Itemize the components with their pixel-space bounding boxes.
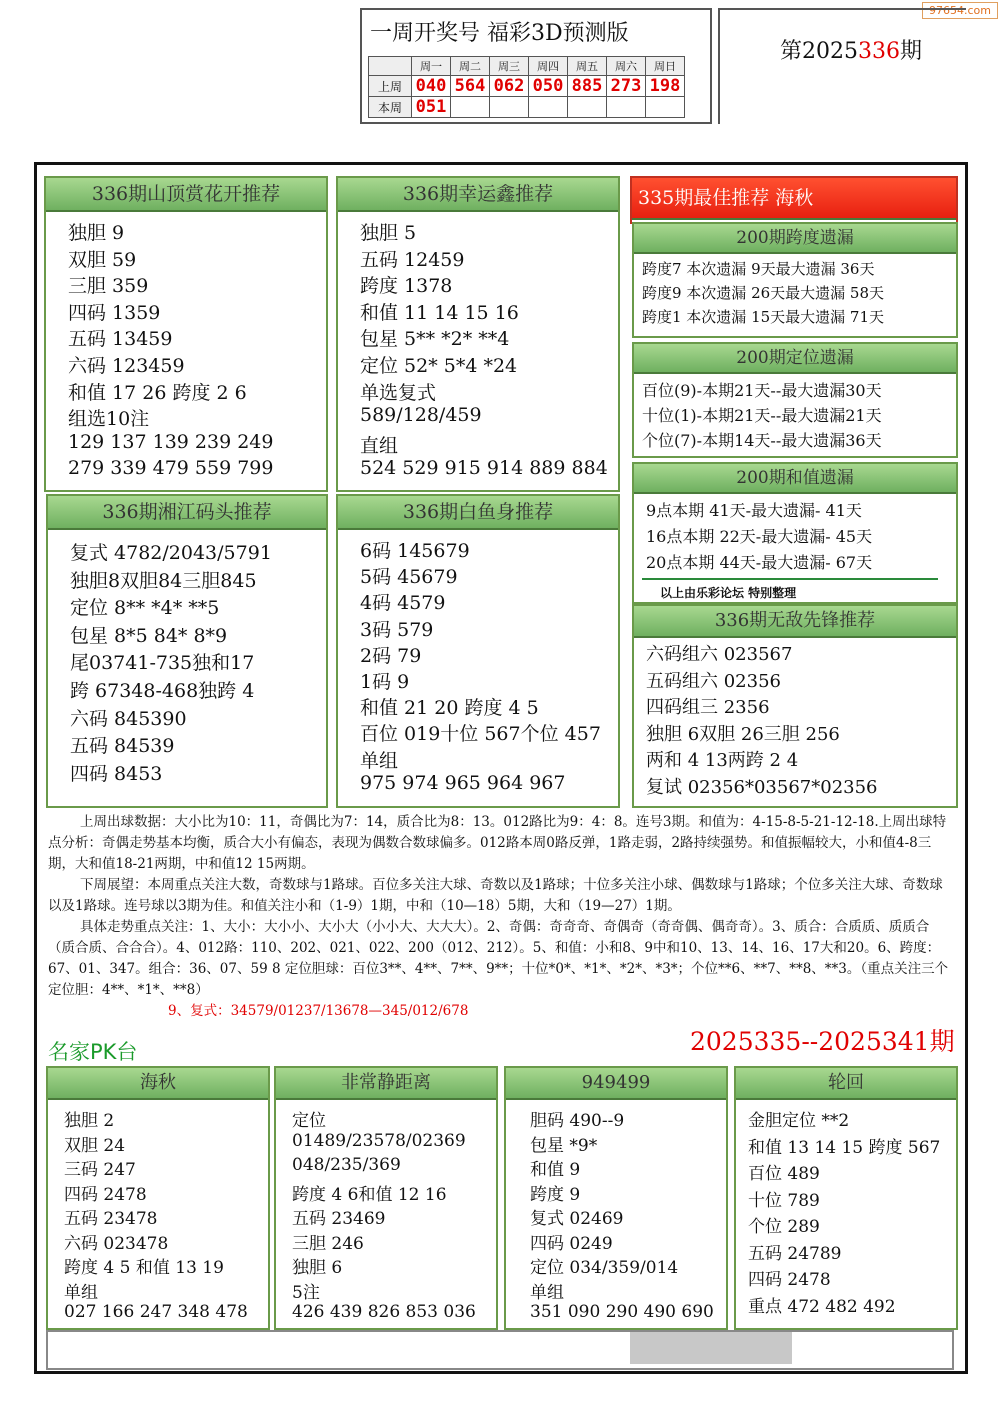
- draw-number: 885: [568, 76, 607, 97]
- pick-line: 9点本期 41天-最大遗漏- 41天: [646, 501, 862, 520]
- pick-line: 直组: [360, 434, 399, 457]
- panel-body: [70, 538, 320, 786]
- pick-line: 和值 17 26 跨度 2 6: [68, 381, 247, 404]
- pk-col-body: [748, 1106, 950, 1318]
- pk-col-949499: [504, 1066, 728, 1330]
- pk-col-feichang: [274, 1066, 498, 1330]
- pick-line: 五码 12459: [360, 248, 465, 271]
- day-label: 周三: [490, 57, 529, 76]
- pick-line: 包星 8*5 84* 8*9: [70, 624, 228, 647]
- credit-note: 以上由乐彩论坛 特别整理: [660, 586, 797, 600]
- pick-line: 十位(1)-本期21天--最大遗漏21天: [642, 406, 882, 425]
- pk-col-body: [530, 1106, 720, 1327]
- pick-line: 独胆8双胆84三胆845: [70, 569, 257, 592]
- analysis-p2: 下周展望：本周重点关注大数，奇数球与1路球。百位多关注大球、奇数以及1路球；十位多关注小球、偶数球与1路球；个位多关注大球、奇数球以及1路球。连号球以3期为佳。和值关注小和（1-9）1期，中和（10—18）5期，大和（19—27）1期。: [48, 877, 943, 914]
- pick-line: 六码 023478: [64, 1233, 169, 1254]
- pick-line: 五码 23469: [292, 1209, 386, 1229]
- pick-line: 五码 24789: [748, 1243, 842, 1264]
- pick-line: 复式 02469: [530, 1209, 624, 1229]
- day-label: 周六: [607, 57, 646, 76]
- pick-line: 4码 4579: [360, 592, 446, 615]
- pick-line: 五码 84539: [70, 735, 175, 758]
- draw-number: [451, 97, 490, 118]
- pick-line: 六码 845390: [70, 707, 187, 730]
- panel-title: 335期最佳推荐 海秋: [632, 178, 956, 220]
- panel-title: 200期定位遗漏: [634, 344, 956, 374]
- pk-col-title: 海秋: [48, 1068, 268, 1100]
- divider: [642, 578, 938, 580]
- pick-line: 单组: [530, 1282, 564, 1303]
- pick-line: 重点 472 482 492: [748, 1296, 896, 1317]
- pick-line: 包星 *9*: [530, 1135, 598, 1156]
- day-label: 周五: [568, 57, 607, 76]
- pick-line: 048/235/369: [292, 1155, 401, 1175]
- pick-line: 426 439 826 853 036: [292, 1302, 476, 1322]
- pick-line: 跨度 1378: [360, 275, 453, 298]
- pick-line: 和值 9: [530, 1160, 581, 1180]
- pk-col-body: [292, 1106, 490, 1327]
- pk-col-body: [64, 1106, 262, 1327]
- panel-best: [630, 176, 958, 224]
- pick-line: 和值 21 20 跨度 4 5: [360, 697, 539, 720]
- pick-line: 胆码 490--9: [530, 1111, 625, 1131]
- panel-title: 336期白鱼身推荐: [338, 496, 618, 530]
- pick-line: 包星 5** *2* **4: [360, 328, 510, 351]
- panel-shanding: [44, 176, 328, 492]
- panel-body: [642, 258, 950, 330]
- panel-xiangjiang: [46, 494, 328, 808]
- draw-number: 564: [451, 76, 490, 97]
- panel-xingyun: [336, 176, 620, 492]
- pick-line: 5注: [292, 1282, 320, 1303]
- pick-line: 独胆 2: [64, 1111, 115, 1131]
- pick-line: 五码 23478: [64, 1209, 158, 1229]
- pick-line: 独胆 6双胆 26三胆 256: [646, 723, 840, 745]
- last-week-label: 上周: [369, 76, 412, 97]
- panel-title: 336期湘江码头推荐: [48, 496, 326, 530]
- pick-line: 16点本期 22天-最大遗漏- 45天: [646, 527, 873, 546]
- pick-line: 1码 9: [360, 670, 410, 693]
- pick-line: 定位 034/359/014: [530, 1258, 679, 1278]
- this-week-label: 本周: [369, 97, 412, 118]
- panel-title: 200期和值遗漏: [634, 464, 956, 494]
- pick-line: 3码 579: [360, 618, 434, 641]
- pick-line: 和值 11 14 15 16: [360, 301, 519, 324]
- panel-dingwei: [632, 342, 958, 458]
- pick-line: 尾03741-735独和17: [70, 652, 255, 675]
- pick-line: 四码 2478: [748, 1270, 831, 1290]
- day-label: 周日: [646, 57, 685, 76]
- draw-number: 051: [412, 97, 451, 118]
- panel-title: 336期无敌先锋推荐: [634, 606, 956, 638]
- pick-line: 独胆 5: [360, 222, 417, 244]
- pick-line: 524 529 915 914 889 884: [360, 457, 608, 480]
- pick-line: 个位 289: [748, 1217, 820, 1237]
- pick-line: 百位(9)-本期21天--最大遗漏30天: [642, 381, 882, 400]
- period-range: 2025335--2025341期: [690, 1027, 955, 1056]
- analysis-text: [48, 812, 956, 1022]
- draw-number: 198: [646, 76, 685, 97]
- draw-number: [568, 97, 607, 118]
- pick-line: 跨度1 本次遗漏 15天最大遗漏 71天: [642, 308, 885, 326]
- panel-body: [68, 218, 320, 484]
- pick-line: 四码 2478: [64, 1184, 147, 1205]
- period-label: 第2025336期: [780, 39, 923, 64]
- pick-line: 6码 145679: [360, 540, 470, 562]
- pk-title: 名家PK台: [48, 1040, 138, 1064]
- pick-line: 六码 123459: [68, 354, 185, 377]
- pk-col-title: 非常静距离: [276, 1068, 496, 1100]
- pk-col-lunhui: [734, 1066, 958, 1330]
- pk-col-title: 949499: [506, 1068, 726, 1100]
- pick-line: 两和 4 13两跨 2 4: [646, 750, 799, 771]
- draw-number: [490, 97, 529, 118]
- pick-line: 跨度 4 6和值 12 16: [292, 1184, 447, 1205]
- pick-line: 百位 489: [748, 1164, 820, 1184]
- pick-line: 双胆 24: [64, 1135, 126, 1156]
- pick-line: 5码 45679: [360, 566, 458, 589]
- pick-line: 四码 8453: [70, 762, 163, 785]
- pick-line: 975 974 965 964 967: [360, 771, 566, 794]
- day-label: 周四: [529, 57, 568, 76]
- pick-line: 定位 52* 5*4 *24: [360, 354, 518, 377]
- pick-line: 129 137 139 239 249: [68, 430, 274, 453]
- pick-line: 六码组六 023567: [646, 644, 793, 665]
- pick-line: 四码 0249: [530, 1233, 613, 1254]
- panel-body: [646, 640, 950, 799]
- pick-line: 独胆 9: [68, 222, 125, 244]
- pick-line: 金胆定位 **2: [748, 1111, 850, 1131]
- weekly-title: 一周开奖号 福彩3D预测版: [370, 21, 629, 46]
- pick-line: 三胆 359: [68, 275, 149, 298]
- footer-bar: [46, 1330, 954, 1370]
- pick-line: 五码组六 02356: [646, 670, 781, 692]
- pick-line: 定位: [292, 1111, 326, 1131]
- pick-line: 三码 247: [64, 1160, 136, 1180]
- panel-title: 200期跨度遗漏: [634, 224, 956, 254]
- panel-body: [646, 498, 950, 601]
- panel-title: 336期山顶赏花开推荐: [46, 178, 326, 212]
- draw-number: 062: [490, 76, 529, 97]
- pick-line: 01489/23578/02369: [292, 1130, 466, 1151]
- panel-baiyu: [336, 494, 620, 808]
- pick-line: 双胆 59: [68, 248, 137, 271]
- pick-line: 复式 4782/2043/5791: [70, 542, 272, 564]
- period-box: [718, 8, 966, 124]
- draw-number: 273: [607, 76, 646, 97]
- pick-line: 279 339 479 559 799: [68, 457, 274, 480]
- panel-wuzuo: [632, 604, 958, 808]
- pick-line: 五码 13459: [68, 328, 173, 351]
- panel-body: [360, 218, 612, 484]
- pick-line: 十位 789: [748, 1190, 820, 1211]
- pick-line: 2码 79: [360, 644, 422, 667]
- draw-number: [607, 97, 646, 118]
- panel-hezhi: [632, 462, 958, 604]
- pick-line: 20点本期 44天-最大遗漏- 67天: [646, 553, 873, 572]
- weekly-draw-table: [368, 56, 685, 118]
- pick-line: 单组: [64, 1282, 98, 1303]
- pick-line: 跨度 9: [530, 1184, 581, 1205]
- pk-col-haiqiu: [46, 1066, 270, 1330]
- draw-number: [646, 97, 685, 118]
- pk-col-title: 轮回: [736, 1068, 956, 1100]
- analysis-p1: 上周出球数据：大小比为10：11，奇偶比为7：14，质合比为8：13。012路比为9：4：8。连号3期。和值为：4-15-8-5-21-12-18.上周出球特点分析：奇偶走势基本均衡，质合大小有偏态，表现为偶数合数球偏多。012路本周0路反弹，1路走弱，2路持续强势。和值振幅较大，小和值4-8三期，大和值18-21两期，中和值12 15两期。: [48, 814, 947, 872]
- pick-line: 个位(7)-本期14天--最大遗漏36天: [642, 431, 882, 450]
- pick-line: 四码 1359: [68, 301, 161, 324]
- pick-line: 三胆 246: [292, 1233, 364, 1254]
- site-watermark: 97654.com: [922, 2, 998, 19]
- draw-number: 050: [529, 76, 568, 97]
- pick-line: 单组: [360, 749, 399, 772]
- footer-grey-block: [630, 1332, 792, 1364]
- pick-line: 跨 67348-468独跨 4: [70, 679, 255, 702]
- pick-line: 589/128/459: [360, 404, 482, 427]
- pick-line: 百位 019十位 567个位 457: [360, 723, 601, 746]
- pick-line: 复试 02356*03567*02356: [646, 776, 878, 798]
- day-label: 周一: [412, 57, 451, 76]
- pick-line: 跨度 4 5 和值 13 19: [64, 1258, 224, 1278]
- panel-title: 336期幸运鑫推荐: [338, 178, 618, 212]
- pick-line: 组选10注: [68, 408, 150, 431]
- draw-number: [529, 97, 568, 118]
- pick-line: 027 166 247 348 478: [64, 1302, 248, 1322]
- analysis-p3: 具体走势重点关注：1、大小：大小小、大小大（小小大、大大大）。2、奇偶：奇奇奇、奇偶奇（奇奇偶、偶奇奇）。3、质合：合质质、质质合（质合质、合合合）。4、012路：110、202、021、022、200（012、212）。5、和值：小和8、9中和10、13、14、16、17大和20。6、跨度：67、01、347。组合：36、07、59 8 定位胆球：百位3**、4**、7**、9**；十位*0*、*1*、*2*、*3*；个位**6、**7、**8、**3。（重点关注三个定位胆：4**、*1*、**8）: [48, 919, 949, 998]
- pick-line: 351 090 290 490 690: [530, 1302, 714, 1322]
- analysis-p4: 9、复式：34579/01237/13678—345/012/678: [168, 1003, 469, 1019]
- day-label: 周二: [451, 57, 490, 76]
- panel-body: [360, 536, 612, 798]
- panel-kuadu: [632, 222, 958, 338]
- pick-line: 定位 8** *4* **5: [70, 597, 220, 620]
- pick-line: 跨度9 本次遗漏 26天最大遗漏 58天: [642, 284, 885, 302]
- pick-line: 独胆 6: [292, 1258, 343, 1278]
- pick-line: 四码组三 2356: [646, 697, 770, 718]
- weekly-draw-box: [360, 8, 712, 124]
- pick-line: 跨度7 本次遗漏 9天最大遗漏 36天: [642, 260, 875, 278]
- pick-line: 和值 13 14 15 跨度 567: [748, 1137, 941, 1158]
- draw-number: 040: [412, 76, 451, 97]
- pick-line: 单选复式: [360, 381, 437, 404]
- panel-body: [642, 378, 950, 453]
